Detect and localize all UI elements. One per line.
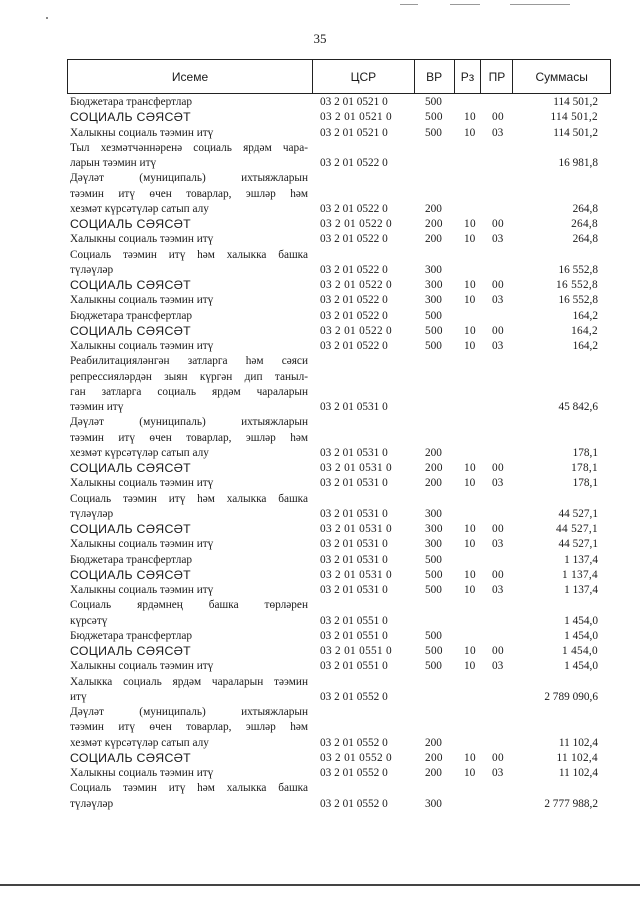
table-row [0, 598, 640, 613]
row-name: хезмәт күрсәтүләр сатып алу [70, 202, 209, 215]
row-name: Бюджетара трансфертлар [70, 96, 193, 108]
row-pr: 00 [492, 279, 504, 291]
row-name: Дәүләт (муниципаль) ихтыяжларын [70, 706, 308, 718]
row-csr: 03 2 01 0522 0 [320, 294, 388, 307]
row-vr: 500 [425, 126, 442, 139]
table-row [0, 431, 640, 446]
row-pr: 00 [492, 751, 504, 764]
row-name: тәэмин итү өчен товарлар, эшләр һәм [70, 187, 308, 200]
page-number: 35 [313, 31, 327, 46]
table-row [0, 232, 640, 247]
row-sum: 1 454,0 [564, 660, 598, 673]
row-vr: 200 [425, 751, 443, 764]
table-row [0, 156, 640, 171]
row-sum: 164,2 [572, 340, 598, 352]
row-csr: 03 2 01 0551 0 [320, 660, 388, 673]
row-rz: 10 [464, 340, 476, 352]
row-name: Бюджетара трансфертлар [70, 629, 193, 642]
table-row [0, 568, 640, 583]
row-csr: 03 2 01 0521 0 [320, 111, 392, 124]
row-csr: 03 2 01 0522 0 [320, 279, 392, 291]
table-row [0, 263, 640, 278]
row-pr: 00 [492, 523, 504, 535]
row-csr: 03 2 01 0552 0 [320, 736, 388, 749]
row-name: түләүләр [70, 507, 114, 520]
table-row [0, 537, 640, 552]
row-rz: 10 [464, 462, 476, 474]
row-vr: 500 [425, 568, 443, 581]
scan-marks [400, 4, 600, 6]
row-rz: 10 [464, 751, 476, 764]
row-csr: 03 2 01 0551 0 [320, 614, 388, 627]
row-rz: 10 [464, 324, 476, 337]
table-row [0, 690, 640, 705]
row-vr: 200 [425, 736, 442, 749]
row-csr: 03 2 01 0522 0 [320, 309, 388, 322]
bottom-rule [0, 884, 640, 886]
table-row [0, 797, 640, 812]
row-name: Халыкны социаль тәэмин итү [70, 538, 214, 551]
row-rz: 10 [464, 645, 476, 657]
row-pr: 03 [492, 538, 504, 551]
table-row [0, 751, 640, 766]
row-rz: 10 [464, 233, 476, 246]
row-name: ларын тәэмин итү [70, 157, 157, 169]
table-body [0, 95, 640, 812]
row-csr: 03 2 01 0531 0 [320, 568, 392, 581]
row-vr: 300 [425, 797, 442, 810]
row-sum: 16 981,8 [558, 157, 598, 169]
table-row [0, 522, 640, 537]
row-sum: 114 501,2 [553, 96, 598, 108]
table-row [0, 248, 640, 263]
row-csr: 03 2 01 0531 0 [320, 446, 388, 459]
row-vr: 300 [425, 538, 442, 551]
row-pr: 00 [492, 218, 504, 230]
row-rz: 10 [464, 767, 476, 779]
row-name: СОЦИАЛЬ СӘЯСӘТ [70, 567, 191, 582]
row-sum: 11 102,4 [558, 767, 598, 779]
row-csr: 03 2 01 0522 0 [320, 233, 388, 246]
table-row [0, 705, 640, 720]
row-name: Халыкны социаль тәэмин итү [70, 340, 214, 352]
row-name: СОЦИАЛЬ СӘЯСӘТ [70, 278, 191, 292]
header-sum: Суммасы [535, 69, 588, 84]
row-vr: 500 [425, 645, 443, 657]
table-row [0, 507, 640, 522]
row-csr: 03 2 01 0521 0 [320, 96, 388, 108]
row-name: тәэмин итү өчен товарлар, эшләр һәм [70, 431, 308, 444]
row-name: хезмәт күрсәтүләр сатып алу [70, 446, 209, 459]
row-sum: 1 454,0 [564, 629, 598, 642]
table-row [0, 476, 640, 491]
table-row [0, 583, 640, 598]
row-csr: 03 2 01 0522 0 [320, 263, 388, 276]
row-pr: 03 [492, 340, 504, 352]
row-name: Дәүләт (муниципаль) ихтыяжларын [70, 172, 308, 185]
row-vr: 500 [425, 324, 443, 337]
row-vr: 200 [425, 477, 442, 490]
row-vr: 500 [425, 340, 442, 352]
row-name: СОЦИАЛЬ СӘЯСӘТ [70, 323, 191, 338]
row-csr: 03 2 01 0521 0 [320, 126, 388, 139]
row-sum: 164,2 [571, 324, 598, 337]
row-csr: 03 2 01 0551 0 [320, 645, 392, 657]
header-rz: Рз [455, 60, 482, 93]
row-rz: 10 [464, 126, 476, 139]
row-name: түләүләр [70, 797, 114, 810]
row-name: итү [70, 690, 87, 703]
row-rz: 10 [464, 523, 476, 535]
table-row [0, 720, 640, 735]
row-vr: 200 [425, 446, 442, 459]
row-csr: 03 2 01 0531 0 [320, 553, 388, 566]
table-row [0, 766, 640, 781]
row-name: Халыкны социаль тәэмин итү [70, 660, 214, 673]
row-csr: 03 2 01 0551 0 [320, 629, 388, 642]
row-rz: 10 [464, 477, 476, 490]
row-name: СОЦИАЛЬ СӘЯСӘТ [70, 217, 191, 231]
row-name: Дәүләт (муниципаль) ихтыяжларын [70, 416, 308, 429]
row-csr: 03 2 01 0531 0 [320, 523, 392, 535]
row-sum: 164,2 [572, 309, 598, 322]
row-vr: 300 [425, 263, 442, 276]
row-name: СОЦИАЛЬ СӘЯСӘТ [70, 522, 191, 536]
table-row [0, 675, 640, 690]
row-csr: 03 2 01 0531 0 [320, 462, 392, 474]
row-rz: 10 [464, 294, 476, 307]
table-row [0, 171, 640, 186]
table-row [0, 644, 640, 659]
row-name: СОЦИАЛЬ СӘЯСӘТ [70, 461, 191, 475]
table-row [0, 110, 640, 125]
row-csr: 03 2 01 0552 0 [320, 767, 388, 779]
row-name: Халыкны социаль тәэмин итү [70, 767, 214, 779]
row-sum: 44 527,1 [558, 538, 598, 551]
table-row [0, 446, 640, 461]
row-name: Халыкны социаль тәэмин итү [70, 233, 214, 246]
row-pr: 03 [492, 584, 504, 596]
table-row [0, 629, 640, 644]
header-csr: ЦСР [313, 60, 415, 93]
row-csr: 03 2 01 0531 0 [320, 538, 388, 551]
row-vr: 500 [425, 584, 442, 596]
row-sum: 178,1 [572, 477, 598, 490]
row-pr: 03 [492, 126, 504, 139]
row-sum: 11 102,4 [556, 751, 598, 764]
row-sum: 264,8 [571, 218, 598, 230]
table-row [0, 278, 640, 293]
row-vr: 300 [425, 294, 442, 307]
row-vr: 500 [425, 553, 442, 566]
row-pr: 03 [492, 660, 504, 673]
table-header [67, 59, 611, 94]
row-sum: 178,1 [571, 462, 598, 474]
row-csr: 03 2 01 0552 0 [320, 797, 388, 810]
row-sum: 44 527,1 [558, 507, 598, 520]
row-csr: 03 2 01 0522 0 [320, 340, 388, 352]
table-row [0, 370, 640, 385]
row-name: СОЦИАЛЬ СӘЯСӘТ [70, 644, 191, 658]
row-sum: 178,1 [572, 446, 598, 459]
row-name: Социаль тәэмин итү һәм халыкка башка [70, 782, 308, 795]
row-sum: 1 137,4 [562, 568, 598, 581]
row-vr: 500 [425, 629, 442, 642]
header-pr: ПР [481, 60, 513, 93]
row-csr: 03 2 01 0522 0 [320, 157, 388, 169]
row-vr: 200 [425, 767, 442, 779]
row-name: Халыкны социаль тәэмин итү [70, 126, 214, 139]
row-name: репрессияләрдән зыян күргән дип таныл- [70, 370, 308, 383]
table-row [0, 415, 640, 430]
table-row [0, 202, 640, 217]
row-pr: 03 [492, 294, 504, 307]
row-csr: 03 2 01 0522 0 [320, 324, 392, 337]
row-name: СОЦИАЛЬ СӘЯСӘТ [70, 110, 191, 125]
row-name: ган затларга социаль ярдәм чараларын [70, 385, 308, 398]
row-vr: 500 [425, 96, 442, 108]
row-rz: 10 [464, 218, 476, 230]
table-row [0, 736, 640, 751]
row-csr: 03 2 01 0531 0 [320, 584, 388, 596]
row-name: Социаль тәэмин итү һәм халыкка башка [70, 248, 308, 261]
table-row [0, 293, 640, 308]
row-vr: 500 [425, 660, 442, 673]
row-vr: 300 [425, 523, 443, 535]
row-pr: 03 [492, 233, 504, 246]
table-row [0, 141, 640, 156]
table-row [0, 614, 640, 629]
row-rz: 10 [464, 538, 476, 551]
row-vr: 500 [425, 111, 443, 124]
row-sum: 264,8 [572, 202, 598, 215]
table-row [0, 217, 640, 232]
table-row [0, 461, 640, 476]
row-name: Халыкны социаль тәэмин итү [70, 584, 214, 596]
scan-speck [46, 17, 48, 19]
row-vr: 300 [425, 279, 443, 291]
row-pr: 00 [492, 324, 504, 337]
row-vr: 200 [425, 218, 443, 230]
row-sum: 16 552,8 [558, 294, 598, 307]
row-pr: 00 [492, 645, 504, 657]
row-vr: 300 [425, 507, 442, 520]
row-sum: 16 552,8 [558, 263, 598, 276]
table-row [0, 95, 640, 110]
table-row [0, 659, 640, 674]
row-vr: 500 [425, 309, 442, 322]
row-name: Бюджетара трансфертлар [70, 553, 193, 566]
row-name: Халыкка социаль ярдәм чараларын тәэмин [70, 675, 308, 688]
row-pr: 00 [492, 111, 504, 124]
row-sum: 114 501,2 [553, 126, 598, 139]
row-sum: 2 777 988,2 [544, 797, 598, 810]
table-row [0, 385, 640, 400]
row-name: Тыл хезмәтчәннәренә социаль ярдәм чара- [70, 141, 308, 154]
row-name: күрсәтү [70, 614, 108, 627]
row-name: хезмәт күрсәтүләр сатып алу [70, 736, 209, 749]
row-name: тәэмин итү [70, 401, 124, 413]
row-rz: 10 [464, 279, 476, 291]
row-csr: 03 2 01 0531 0 [320, 401, 388, 413]
row-name: Социаль тәэмин итү һәм халыкка башка [70, 492, 308, 505]
row-vr: 200 [425, 202, 442, 215]
table-row [0, 553, 640, 568]
row-csr: 03 2 01 0531 0 [320, 507, 388, 520]
row-sum: 264,8 [572, 233, 598, 246]
row-name: Бюджетара трансфертлар [70, 309, 193, 322]
row-pr: 00 [492, 462, 504, 474]
row-vr: 200 [425, 233, 442, 246]
row-pr: 03 [492, 477, 504, 490]
row-csr: 03 2 01 0522 0 [320, 202, 388, 215]
table-row [0, 309, 640, 324]
table-row [0, 492, 640, 507]
row-pr: 03 [492, 767, 504, 779]
row-sum: 16 552,8 [556, 279, 598, 291]
header-name: Исеме [68, 60, 313, 93]
row-name: Халыкны социаль тәэмин итү [70, 294, 214, 307]
row-sum: 1 454,0 [562, 645, 598, 657]
row-pr: 00 [492, 568, 504, 581]
table-row [0, 339, 640, 354]
row-rz: 10 [464, 660, 476, 673]
table-row [0, 400, 640, 415]
row-name: тәэмин итү өчен товарлар, эшләр һәм [70, 721, 308, 734]
row-name: Социаль ярдәмнең башка төрләрен [70, 599, 308, 612]
row-rz: 10 [464, 111, 476, 124]
row-name: Халыкны социаль тәэмин итү [70, 477, 214, 490]
row-sum: 44 527,1 [556, 523, 598, 535]
table-row [0, 354, 640, 369]
row-sum: 1 454,0 [564, 614, 598, 627]
row-sum: 11 102,4 [558, 736, 598, 749]
row-csr: 03 2 01 0531 0 [320, 477, 388, 490]
row-sum: 2 789 090,6 [544, 690, 598, 703]
row-sum: 114 501,2 [550, 111, 598, 124]
table-row [0, 781, 640, 796]
row-csr: 03 2 01 0552 0 [320, 751, 392, 764]
row-name: түләүләр [70, 263, 114, 276]
row-name: СОЦИАЛЬ СӘЯСӘТ [70, 750, 191, 765]
row-csr: 03 2 01 0522 0 [320, 218, 392, 230]
row-rz: 10 [464, 568, 476, 581]
row-sum: 1 137,4 [564, 553, 598, 566]
table-row [0, 324, 640, 339]
row-rz: 10 [464, 584, 476, 596]
row-sum: 45 842,6 [558, 401, 598, 413]
row-name: Реабилитацияләнгән затларга һәм сәяси [70, 355, 308, 368]
row-csr: 03 2 01 0552 0 [320, 690, 388, 703]
row-sum: 1 137,4 [564, 584, 598, 596]
header-vr: ВР [415, 60, 455, 93]
table-row [0, 126, 640, 141]
row-vr: 200 [425, 462, 443, 474]
table-row [0, 187, 640, 202]
